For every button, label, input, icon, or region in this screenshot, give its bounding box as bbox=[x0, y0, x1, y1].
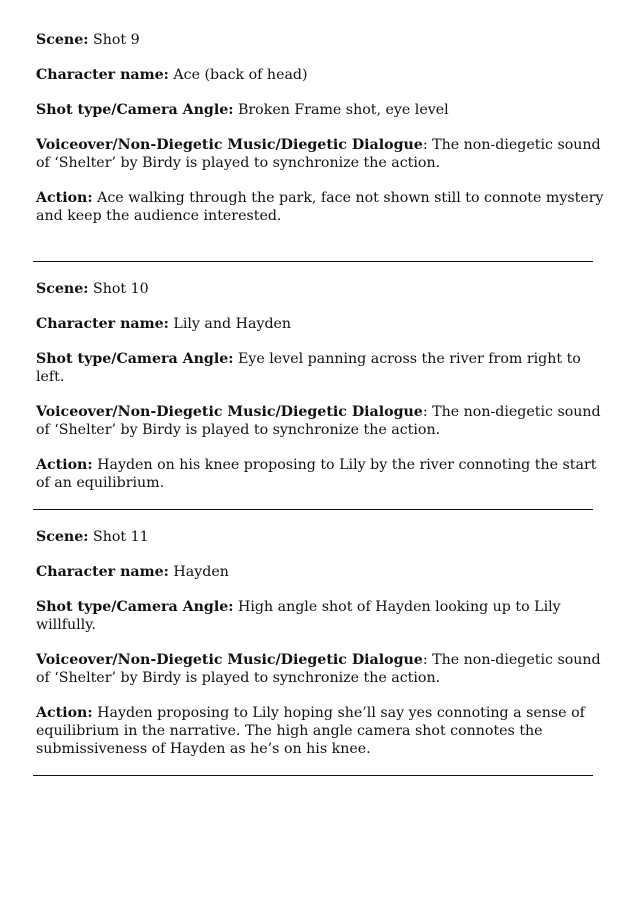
scene-block-shot-10 bbox=[36, 280, 606, 492]
audio-label: Voiceover/Non-Diegetic Music/Diegetic Dialogue bbox=[36, 137, 423, 153]
scene-block-shot-9 bbox=[36, 31, 606, 225]
scene-block-shot-11 bbox=[36, 528, 606, 758]
character-value: Lily and Hayden bbox=[168, 316, 292, 332]
action-label: Action: bbox=[36, 190, 93, 206]
scene-line bbox=[36, 31, 606, 49]
audio-label: Voiceover/Non-Diegetic Music/Diegetic Dialogue bbox=[36, 404, 423, 420]
character-label: Character name: bbox=[36, 67, 169, 83]
shot-type-value: High angle shot of Hayden looking up to Lily willfully. bbox=[36, 599, 561, 633]
action-line bbox=[36, 704, 606, 758]
shot-type-value: Eye level panning across the river from right to left. bbox=[36, 351, 581, 385]
scene-value: Shot 10 bbox=[88, 281, 149, 297]
character-line bbox=[36, 315, 606, 333]
action-label: Action: bbox=[36, 705, 93, 721]
section-divider bbox=[33, 509, 593, 510]
action-line bbox=[36, 189, 606, 225]
scene-label: Scene: bbox=[36, 281, 89, 297]
character-label: Character name: bbox=[36, 564, 169, 580]
character-line bbox=[36, 563, 606, 581]
audio-label: Voiceover/Non-Diegetic Music/Diegetic Dialogue bbox=[36, 652, 423, 668]
audio-value: : The non-diegetic sound of ‘Shelter’ by Birdy is played to synchronize the action. bbox=[36, 404, 601, 438]
action-label: Action: bbox=[36, 457, 93, 473]
action-value: Ace walking through the park, face not shown still to connote mystery and keep the audience interested. bbox=[36, 190, 604, 224]
scene-label: Scene: bbox=[36, 32, 89, 48]
section-divider bbox=[33, 261, 593, 262]
scene-line bbox=[36, 280, 606, 298]
section-divider bbox=[33, 775, 593, 776]
shot-type-label: Shot type/Camera Angle: bbox=[36, 102, 234, 118]
audio-line bbox=[36, 403, 606, 439]
character-value: Ace (back of head) bbox=[168, 67, 308, 83]
shot-type-line bbox=[36, 350, 606, 386]
character-value: Hayden bbox=[168, 564, 229, 580]
audio-line bbox=[36, 651, 606, 687]
audio-value: : The non-diegetic sound of ‘Shelter’ by Birdy is played to synchronize the action. bbox=[36, 652, 601, 686]
scene-label: Scene: bbox=[36, 529, 89, 545]
scene-value: Shot 11 bbox=[88, 529, 149, 545]
shot-type-value: Broken Frame shot, eye level bbox=[233, 102, 449, 118]
audio-line bbox=[36, 136, 606, 172]
character-label: Character name: bbox=[36, 316, 169, 332]
shot-type-line bbox=[36, 101, 606, 119]
character-line bbox=[36, 66, 606, 84]
scene-value: Shot 9 bbox=[88, 32, 140, 48]
action-line bbox=[36, 456, 606, 492]
action-value: Hayden on his knee proposing to Lily by the river connoting the start of an equilibrium. bbox=[36, 457, 597, 491]
shot-type-label: Shot type/Camera Angle: bbox=[36, 351, 234, 367]
audio-value: : The non-diegetic sound of ‘Shelter’ by Birdy is played to synchronize the action. bbox=[36, 137, 601, 171]
scene-line bbox=[36, 528, 606, 546]
shot-type-line bbox=[36, 598, 606, 634]
shot-type-label: Shot type/Camera Angle: bbox=[36, 599, 234, 615]
action-value: Hayden proposing to Lily hoping she’ll say yes connoting a sense of equilibrium in the narrative. The high angle camera shot connotes the submissiveness of Hayden as he’s on his knee. bbox=[36, 705, 585, 757]
